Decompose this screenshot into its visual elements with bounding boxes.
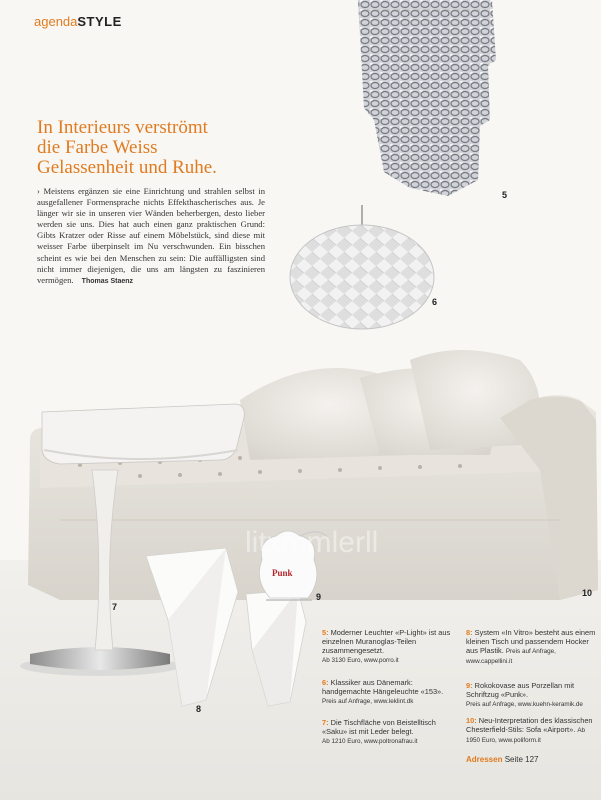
caption-7	[322, 718, 458, 746]
article-author: Thomas Staenz	[81, 277, 134, 285]
label-8: 8	[196, 704, 202, 714]
section-agenda: agenda	[34, 14, 78, 29]
section-header	[34, 14, 122, 29]
headline-line-3: Gelassenheit und Ruhe.	[37, 157, 217, 178]
label-10: 10	[582, 588, 593, 598]
article-headline	[37, 118, 287, 178]
caption-7-text: Die Tischfläche von Beistelltisch «Saku» ist mit Leder belegt.	[322, 718, 436, 736]
caption-8-num: 8:	[466, 628, 473, 637]
caption-5-text: Moderner Leuchter «P-Light» ist aus einzelnen Muranoglas-Teilen zusammengesetzt.	[322, 628, 451, 655]
chandelier-p-light	[358, 0, 496, 196]
label-7: 7	[112, 602, 118, 612]
article-body	[37, 186, 265, 287]
watermark-text: litxmmlerll	[245, 526, 379, 559]
article-text: › Meistens ergänzen sie eine Einrichtung und strahlen selbst in ausgefallener Formensprache nichts Effekthascherisches aus. Je länger wir sie in unseren vier Wänden beherbergen, desto lieber werden sie uns. Dies hat auch einen ganz praktischen Grund: Gibts Kratzer oder Risse auf einem Möbelstück, sind diese mit weisser Farbe überpinselt im Nu verschwunden. Ein bisschen scheint es wie bei den Menschen zu sein: Die auffälligsten sind nicht immer diejenigen, die uns am längsten zu faszinieren vermögen.	[37, 186, 265, 285]
addresses-label: Adressen	[466, 755, 503, 764]
section-style: STYLE	[77, 14, 122, 29]
caption-9	[466, 681, 596, 709]
caption-9-num: 9:	[466, 681, 473, 690]
label-6: 6	[432, 297, 438, 307]
headline-line-2: die Farbe Weiss	[37, 137, 158, 158]
headline-line-1: In Interieurs verströmt	[37, 117, 208, 138]
caption-7-price: Ab 1210 Euro, www.poltronafrau.it	[322, 738, 418, 745]
caption-10	[466, 716, 596, 745]
caption-5-num: 5:	[322, 628, 329, 637]
label-5: 5	[502, 190, 508, 200]
caption-10-price: Ab 1950 Euro, www.poliform.it	[466, 727, 586, 744]
caption-5-price: Ab 3130 Euro, www.porro.it	[322, 657, 399, 664]
caption-8	[466, 628, 596, 666]
addresses-reference	[466, 755, 539, 764]
caption-10-num: 10:	[466, 716, 477, 725]
caption-6-num: 6:	[322, 678, 329, 687]
caption-10-text: Neu-Interpretation des klassischen Chesterfield-Stils: Sofa «Airport».	[466, 716, 593, 734]
caption-5	[322, 628, 458, 665]
caption-8-price: Preis auf Anfrage, www.cappellini.it	[466, 648, 556, 665]
caption-9-price: Preis auf Anfrage, www.kuehn-keramik.de	[466, 701, 583, 708]
caption-6	[322, 678, 458, 706]
pleated-pendant-lamp	[290, 225, 434, 329]
caption-6-price: Preis auf Anfrage, www.leklint.dk	[322, 698, 414, 705]
caption-6-text: Klassiker aus Dänemark: handgemachte Hängeleuchte «153».	[322, 678, 444, 696]
caption-7-num: 7:	[322, 718, 329, 727]
label-9: 9	[316, 592, 322, 602]
vase-inscription: Punk	[272, 568, 293, 578]
caption-8-text: System «In Vitro» besteht aus einem kleinen Tisch und passendem Hocker aus Plastik.	[466, 628, 596, 655]
addresses-page: Seite 127	[504, 755, 539, 764]
caption-9-text: Rokokovase aus Porzellan mit Schriftzug «Punk».	[466, 681, 575, 699]
